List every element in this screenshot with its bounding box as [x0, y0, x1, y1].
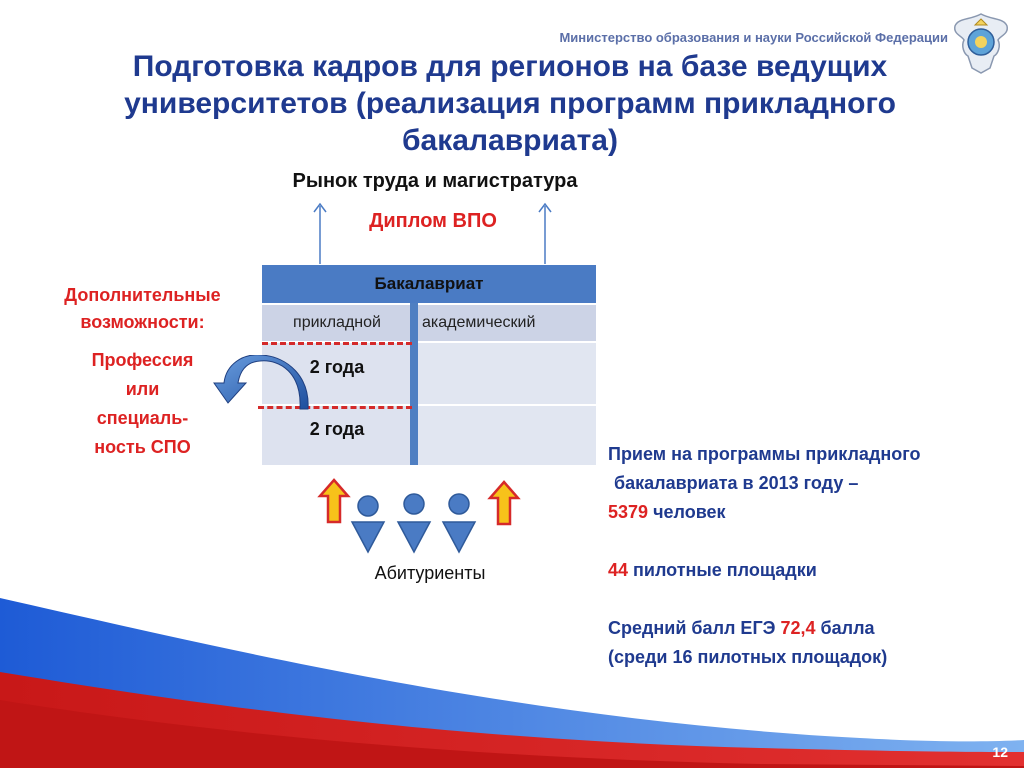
arrow-up-yellow-icon [490, 482, 518, 524]
ministry-emblem-icon [952, 10, 1010, 76]
title-line-1: Подготовка кадров для регионов на базе ведущих [132, 50, 888, 83]
info-block [608, 440, 1018, 672]
row1-duration: 2 года [309, 357, 365, 377]
page-title [60, 48, 960, 159]
extra-line-4: ность СПО [94, 437, 191, 457]
extra-title-line-2: возможности: [80, 312, 205, 332]
title-line-2: университетов (реализация программ прикладного [124, 87, 896, 120]
intake-line-1: Прием на программы прикладного [608, 444, 921, 464]
pilot-count: 44 [608, 560, 629, 580]
row2-academic-cell [418, 406, 596, 465]
table-header-bachelor: Бакалавриат [262, 265, 596, 303]
extra-title-line-1: Дополнительные [64, 285, 221, 305]
arrow-up-yellow-icon [320, 480, 348, 522]
table-row [262, 343, 596, 404]
dashed-line-top [262, 342, 412, 345]
intake-line-2: бакалавриата в 2013 году – [614, 473, 859, 493]
extra-options-title [40, 282, 245, 336]
intake-count: 5379 [608, 502, 649, 522]
column-applied: прикладной [262, 305, 412, 341]
score-prefix: Средний балл ЕГЭ [608, 618, 776, 638]
column-academic: академический [418, 305, 596, 341]
extra-line-1: Профессия [91, 350, 194, 370]
extra-line-2: или [125, 379, 160, 399]
bachelor-table [262, 265, 596, 465]
extra-line-3: специаль- [96, 408, 189, 428]
pilot-text: пилотные площадки [633, 560, 817, 580]
labor-market-label: Рынок труда и магистратура [292, 170, 578, 192]
page-number: 12 [992, 744, 1008, 760]
intake-line-3 [608, 498, 1018, 527]
ministry-name: Министерство образования и науки Российской Федерации [559, 30, 948, 45]
person-icon [398, 494, 430, 552]
row1-academic-cell [418, 343, 596, 404]
intake-unit: человек [653, 502, 726, 522]
pilot-line [608, 556, 1018, 585]
arrow-up-right-icon [537, 202, 553, 264]
applicants-figures [316, 478, 526, 556]
person-icon [352, 496, 384, 552]
title-line-3: бакалавриата) [402, 124, 618, 157]
score-value: 72,4 [780, 618, 816, 638]
row2-duration: 2 года [309, 419, 365, 439]
person-icon [443, 494, 475, 552]
score-unit: балла [820, 618, 875, 638]
arrow-up-left-icon [312, 202, 328, 264]
extra-options-text [60, 346, 225, 462]
table-row [262, 406, 596, 465]
column-divider [410, 303, 418, 465]
score-note: (среди 16 пилотных площадок) [608, 647, 888, 667]
diploma-label: Диплом ВПО [369, 210, 497, 232]
score-line [608, 614, 1018, 643]
applicants-label: Абитуриенты [374, 563, 486, 583]
curved-arrow-left-icon [210, 355, 310, 415]
